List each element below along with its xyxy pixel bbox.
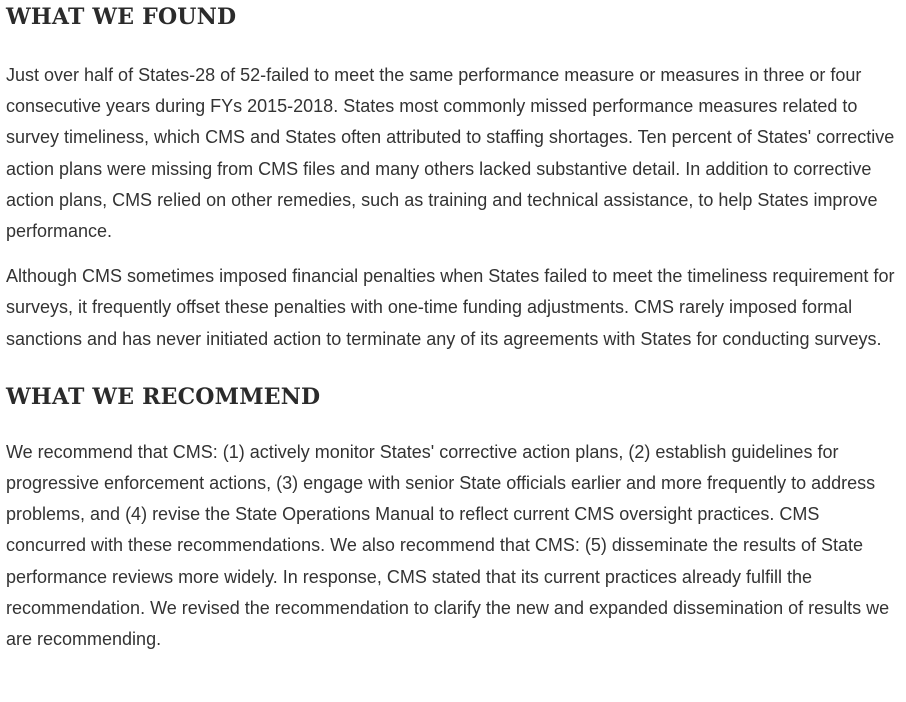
document-page [6, 0, 902, 655]
what-we-found-section [6, 0, 902, 355]
what-we-recommend-section [6, 381, 902, 655]
what-we-found-heading: WHAT WE FOUND [6, 4, 237, 30]
findings-paragraph-1: Just over half of States-28 of 52-failed to meet the same performance measure or measures in three or four consecutive years during FYs 2015-2018. States most commonly missed performance measures related to survey timeliness, which CMS and States often attributed to staffing shortages. Ten percent of States' corrective action plans were missing from CMS files and many others lacked substantive detail. In addition to corrective action plans, CMS relied on other remedies, such as training and technical assistance, to help States improve performance. [6, 65, 895, 242]
what-we-recommend-heading: WHAT WE RECOMMEND [6, 383, 321, 410]
recommendations-paragraph: We recommend that CMS: (1) actively monitor States' corrective action plans, (2) establish guidelines for progressive enforcement actions, (3) engage with senior State officials earlier and more frequently to address problems, and (4) revise the State Operations Manual to reflect current CMS oversight practices. CMS concurred with these recommendations. We also recommend that CMS: (5) disseminate the results of State performance reviews more widely. In response, CMS stated that its current practices already fulfill the recommendation. We revised the recommendation to clarify the new and expanded dissemination of results we are recommending. [6, 441, 890, 650]
findings-paragraph-2: Although CMS sometimes imposed financial penalties when States failed to meet the timeliness requirement for surveys, it frequently offset these penalties with one-time funding adjustments. CMS rarely imposed formal sanctions and has never initiated action to terminate any of its agreements with States for conducting surveys. [6, 266, 895, 349]
